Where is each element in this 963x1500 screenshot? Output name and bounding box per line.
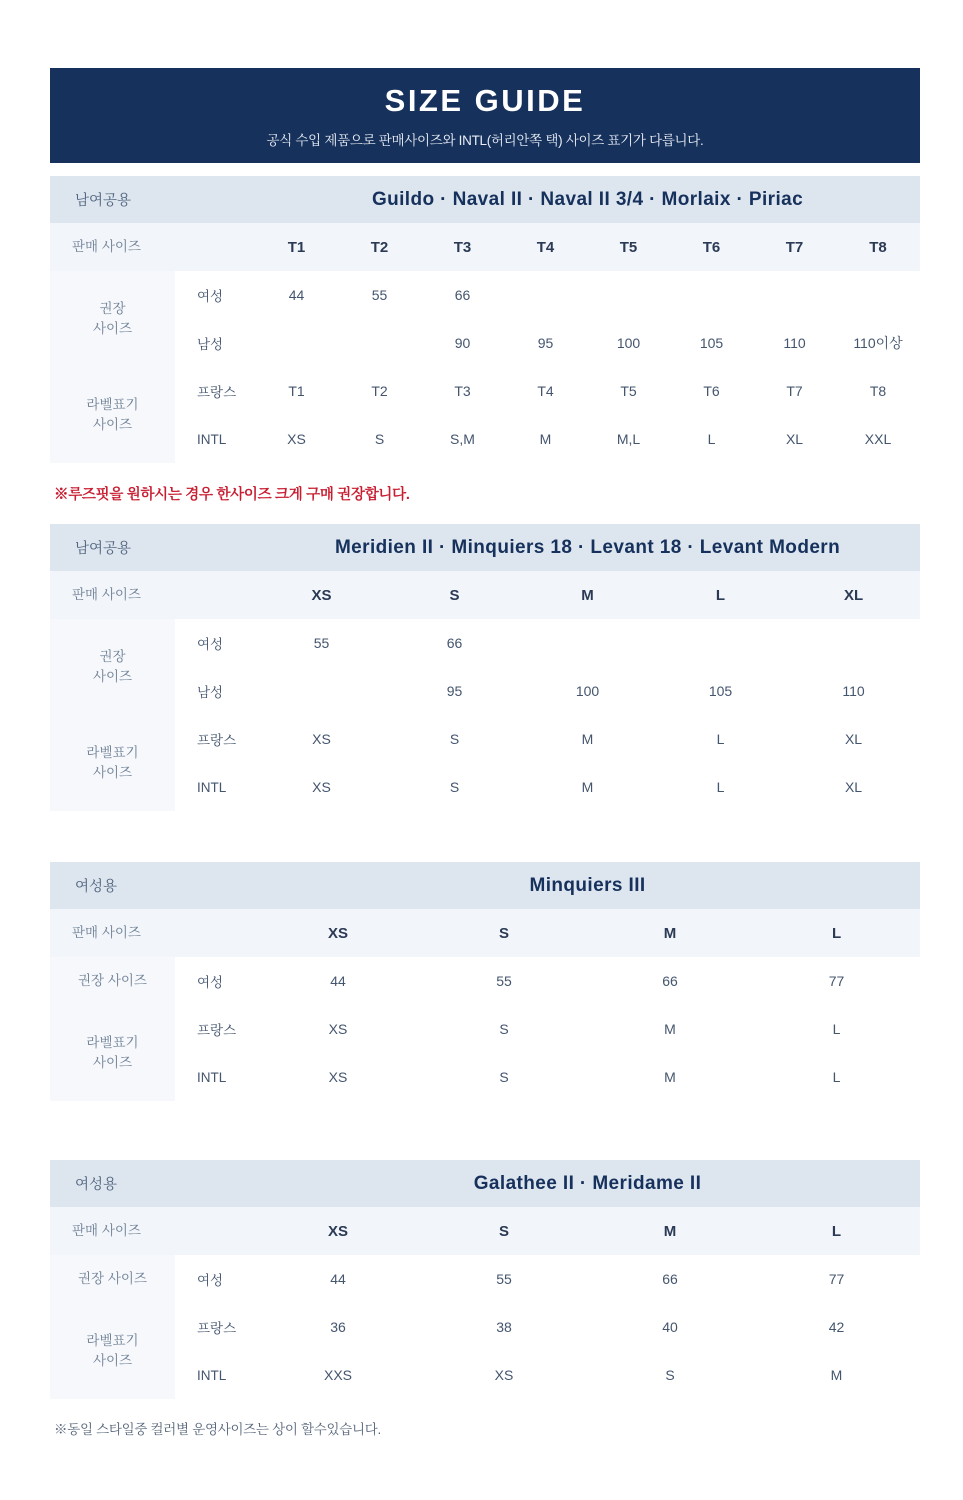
cell-value: M [753,1351,920,1399]
table-row [50,715,920,763]
cell-value: M [587,1005,753,1053]
size-header: XS [255,571,388,619]
row-label: INTL [175,415,255,463]
cell-value: 66 [587,1255,753,1303]
cell-value: L [654,763,787,811]
row-label: 여성 [175,1255,255,1303]
cell-value: 95 [388,667,521,715]
cell-value: 44 [255,271,338,319]
cell-value: 110 [753,319,836,367]
audience-label: 남여공용 [50,176,255,223]
size-header: T3 [421,223,504,271]
cell-value: XS [255,715,388,763]
sale-size-header-row [50,223,920,271]
size-header: L [753,1207,920,1255]
audience-label: 여성용 [50,862,255,909]
row-label: 프랑스 [175,1005,255,1053]
size-header: M [587,1207,753,1255]
sale-size-header-row [50,909,920,957]
cell-value: XS [255,763,388,811]
cell-value: T1 [255,367,338,415]
size-header: L [753,909,920,957]
cell-value: 105 [654,667,787,715]
row-label: 프랑스 [175,715,255,763]
cell-value: T2 [338,367,421,415]
table-row [50,367,920,415]
sale-size-label: 판매 사이즈 [50,909,255,957]
size-header: XS [255,909,421,957]
cell-value: 100 [587,319,670,367]
audience-label: 남여공용 [50,524,255,571]
table-row [50,763,920,811]
table-row [50,667,920,715]
audience-label: 여성용 [50,1160,255,1207]
cell-value: 40 [587,1303,753,1351]
table-caption-row [50,176,920,223]
size-table-2 [50,524,920,811]
cell-value: S [421,1005,587,1053]
cell-value: XL [753,415,836,463]
cell-value: 44 [255,1255,421,1303]
cell-value: XXL [836,415,920,463]
size-header: S [421,1207,587,1255]
cell-value: 42 [753,1303,920,1351]
cell-value: T8 [836,367,920,415]
cell-value: 110이상 [836,319,920,367]
table-row [50,1255,920,1303]
size-header: M [521,571,654,619]
size-table-1 [50,176,920,463]
cell-value: T3 [421,367,504,415]
group-label-label-marking: 라벨표기 사이즈 [50,1005,175,1101]
cell-value: L [753,1005,920,1053]
size-header: T8 [836,223,920,271]
cell-value: 44 [255,957,421,1005]
cell-value: 66 [421,271,504,319]
cell-value: 66 [388,619,521,667]
cell-value: S [421,1053,587,1101]
table-caption-row [50,524,920,571]
cell-value: L [670,415,753,463]
size-header: T7 [753,223,836,271]
note-loose-fit: ※루즈핏을 원하시는 경우 한사이즈 크게 구매 권장합니다. [54,487,410,503]
table-row [50,1005,920,1053]
cell-value: 77 [753,957,920,1005]
page-title: SIZE GUIDE [384,82,586,118]
cell-value: S [388,763,521,811]
cell-value: M [504,415,587,463]
row-label: 여성 [175,271,255,319]
cell-value: T7 [753,367,836,415]
table-title: Galathee II · Meridame II [255,1160,920,1207]
size-header: L [654,571,787,619]
cell-value: XS [255,415,338,463]
size-header: T2 [338,223,421,271]
size-header: S [388,571,521,619]
table-title: Meridien II · Minquiers 18 · Levant 18 · Levant Modern [255,524,920,571]
size-header: S [421,909,587,957]
cell-value [654,619,787,667]
row-label: INTL [175,1053,255,1101]
cell-value: 55 [421,1255,587,1303]
table-row [50,957,920,1005]
note-color-variation: ※동일 스타일중 컬러별 운영사이즈는 상이 할수있습니다. [54,1422,381,1437]
size-guide-banner [50,68,920,163]
size-table-3 [50,862,920,1101]
cell-value: 38 [421,1303,587,1351]
row-label: 프랑스 [175,367,255,415]
group-label-label-marking: 라벨표기 사이즈 [50,715,175,811]
row-label: INTL [175,1351,255,1399]
cell-value: 55 [255,619,388,667]
table-caption-row [50,862,920,909]
sale-size-label: 판매 사이즈 [50,571,255,619]
group-label-label-marking: 라벨표기 사이즈 [50,1303,175,1399]
cell-value [504,271,587,319]
group-label-recommended: 권장 사이즈 [50,957,175,1005]
cell-value: T4 [504,367,587,415]
cell-value: XXS [255,1351,421,1399]
row-label: INTL [175,763,255,811]
cell-value [255,667,388,715]
table-row [50,619,920,667]
cell-value: M [587,1053,753,1101]
sale-size-label: 판매 사이즈 [50,1207,255,1255]
cell-value: 100 [521,667,654,715]
row-label: 남성 [175,667,255,715]
cell-value: 90 [421,319,504,367]
cell-value: XS [255,1005,421,1053]
group-label-recommended: 권장 사이즈 [50,619,175,715]
cell-value: L [753,1053,920,1101]
group-label-recommended: 권장 사이즈 [50,271,175,367]
cell-value [255,319,338,367]
row-label: 남성 [175,319,255,367]
cell-value: S [388,715,521,763]
cell-value: 77 [753,1255,920,1303]
size-header: M [587,909,753,957]
cell-value: XS [255,1053,421,1101]
cell-value: 95 [504,319,587,367]
table-title: Guildo · Naval II · Naval II 3/4 · Morlaix · Piriac [255,176,920,223]
cell-value [587,271,670,319]
cell-value: S [587,1351,753,1399]
cell-value: 55 [338,271,421,319]
sale-size-label: 판매 사이즈 [50,223,255,271]
size-header: T4 [504,223,587,271]
group-label-label-marking: 라벨표기 사이즈 [50,367,175,463]
sale-size-header-row [50,571,920,619]
cell-value: 66 [587,957,753,1005]
cell-value: T6 [670,367,753,415]
cell-value: M [521,715,654,763]
table-title: Minquiers III [255,862,920,909]
cell-value: XS [421,1351,587,1399]
page-subtitle: 공식 수입 제품으로 판매사이즈와 INTL(허리안쪽 택) 사이즈 표기가 다릅니다. [266,132,704,148]
cell-value: S [338,415,421,463]
row-label: 프랑스 [175,1303,255,1351]
size-header: T1 [255,223,338,271]
cell-value: L [654,715,787,763]
row-label: 여성 [175,619,255,667]
cell-value [787,619,920,667]
table-row [50,415,920,463]
cell-value: 110 [787,667,920,715]
group-label-recommended: 권장 사이즈 [50,1255,175,1303]
cell-value [836,271,920,319]
size-header: T6 [670,223,753,271]
size-table-4 [50,1160,920,1399]
cell-value [670,271,753,319]
table-row [50,1303,920,1351]
cell-value: 105 [670,319,753,367]
size-header: XS [255,1207,421,1255]
table-row [50,271,920,319]
cell-value: S,M [421,415,504,463]
size-header: XL [787,571,920,619]
table-row [50,319,920,367]
table-caption-row [50,1160,920,1207]
cell-value: 55 [421,957,587,1005]
cell-value [338,319,421,367]
cell-value: T5 [587,367,670,415]
cell-value: XL [787,715,920,763]
cell-value: M [521,763,654,811]
size-header: T5 [587,223,670,271]
cell-value [521,619,654,667]
table-row [50,1053,920,1101]
table-row [50,1351,920,1399]
cell-value: M,L [587,415,670,463]
sale-size-header-row [50,1207,920,1255]
cell-value: 36 [255,1303,421,1351]
cell-value [753,271,836,319]
cell-value: XL [787,763,920,811]
row-label: 여성 [175,957,255,1005]
